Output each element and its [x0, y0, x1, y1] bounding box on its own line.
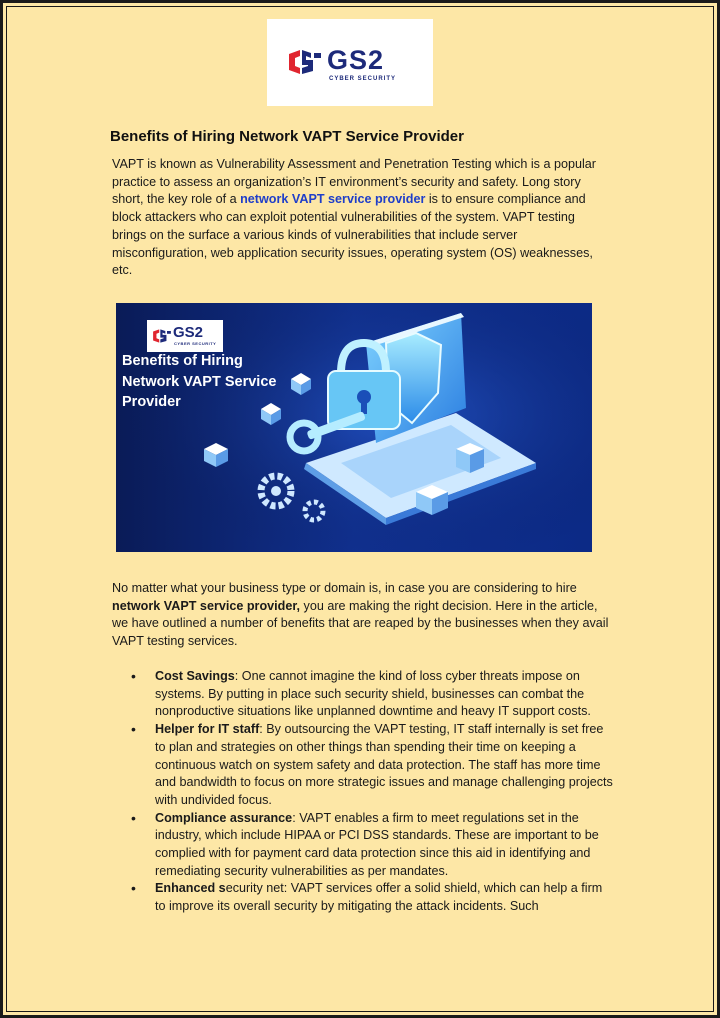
logo-wordmark: GS2 [327, 45, 385, 75]
gs2-logo-mark-icon [152, 328, 172, 344]
intro-text-start: VAPT is known as Vulnerability Assessment and Penetration Testing which is a popular practice to assess an organization’s IT environment’s security and safety. Long story short, the key role of a [112, 157, 596, 207]
hero-logo [147, 320, 223, 352]
gs2-logo-mark-icon [287, 49, 323, 75]
intro-paragraph [112, 156, 612, 280]
second-text-end: you are making the right decision. Here in the article, we have outlined a number of benefits that are reaped by the businesses when they avail VAPT testing services. [112, 598, 609, 649]
bullet-title: Helper for IT staff [155, 722, 260, 737]
list-item [123, 880, 613, 915]
hero-logo-tagline: CYBER SECURITY [174, 341, 217, 346]
bullet-title: Cost Savings [155, 669, 235, 683]
second-paragraph [112, 580, 617, 651]
benefits-list [123, 668, 613, 916]
bullet-text: : By outsourcing the VAPT testing, IT staff internally is set free to plan and strategies on other things than spending their time on keeping a continuous watch on system safety and data protection. The staff has more time and bandwidth to focus on more strategic issues and manage challenging projects with undivided focus. [155, 722, 613, 807]
logo-tagline: CYBER SECURITY [329, 76, 397, 82]
list-item [123, 721, 613, 810]
bullet-text: ecurity net: VAPT services offer a solid shield, which can help a firm to improve its overall security by mitigating the attack incidents. Such [155, 881, 603, 914]
hero-title-line: Provider [122, 394, 181, 410]
hero-title [122, 351, 302, 413]
hero-logo-wordmark: GS2 [173, 324, 204, 341]
section-heading: Benefits of Hiring Network VAPT Service Provider [110, 128, 464, 145]
second-bold-phrase: network VAPT service provider, [112, 598, 301, 613]
vapt-provider-link[interactable]: network VAPT service provider [240, 192, 426, 207]
bullet-text: : One cannot imagine the kind of loss cyber threats impose on systems. By putting in place such security shield, businesses can combat the nonproductive situations like unplanned downtime and heavy IT support costs. [155, 669, 591, 719]
bullet-text: : VAPT enables a firm to meet regulations set in the industry, which include HIPAA or PCI DSS standards. These are important to be complied with for payment card data protection since this aid in identifying and remediating security vulnerabilities as per mandates. [155, 810, 599, 878]
second-text-start: No matter what your business type or domain is, in case you are considering to hire [112, 581, 577, 595]
bullet-title: Compliance assurance [155, 810, 293, 825]
company-logo [267, 19, 433, 106]
hero-banner-image [116, 303, 592, 552]
bullet-title: Enhanced s [155, 881, 226, 896]
intro-text-end: is to ensure compliance and block attackers who can exploit potential vulnerabilities of the system. VAPT testing brings on the surface a various kinds of vulnerabilities that include server misconfiguration, web application security issues, operating system (OS) weaknesses, etc. [112, 192, 593, 278]
hero-title-line: Benefits of Hiring [122, 353, 243, 369]
list-item [123, 668, 613, 721]
hero-title-line: Network VAPT Service [122, 373, 277, 390]
list-item [123, 810, 613, 881]
